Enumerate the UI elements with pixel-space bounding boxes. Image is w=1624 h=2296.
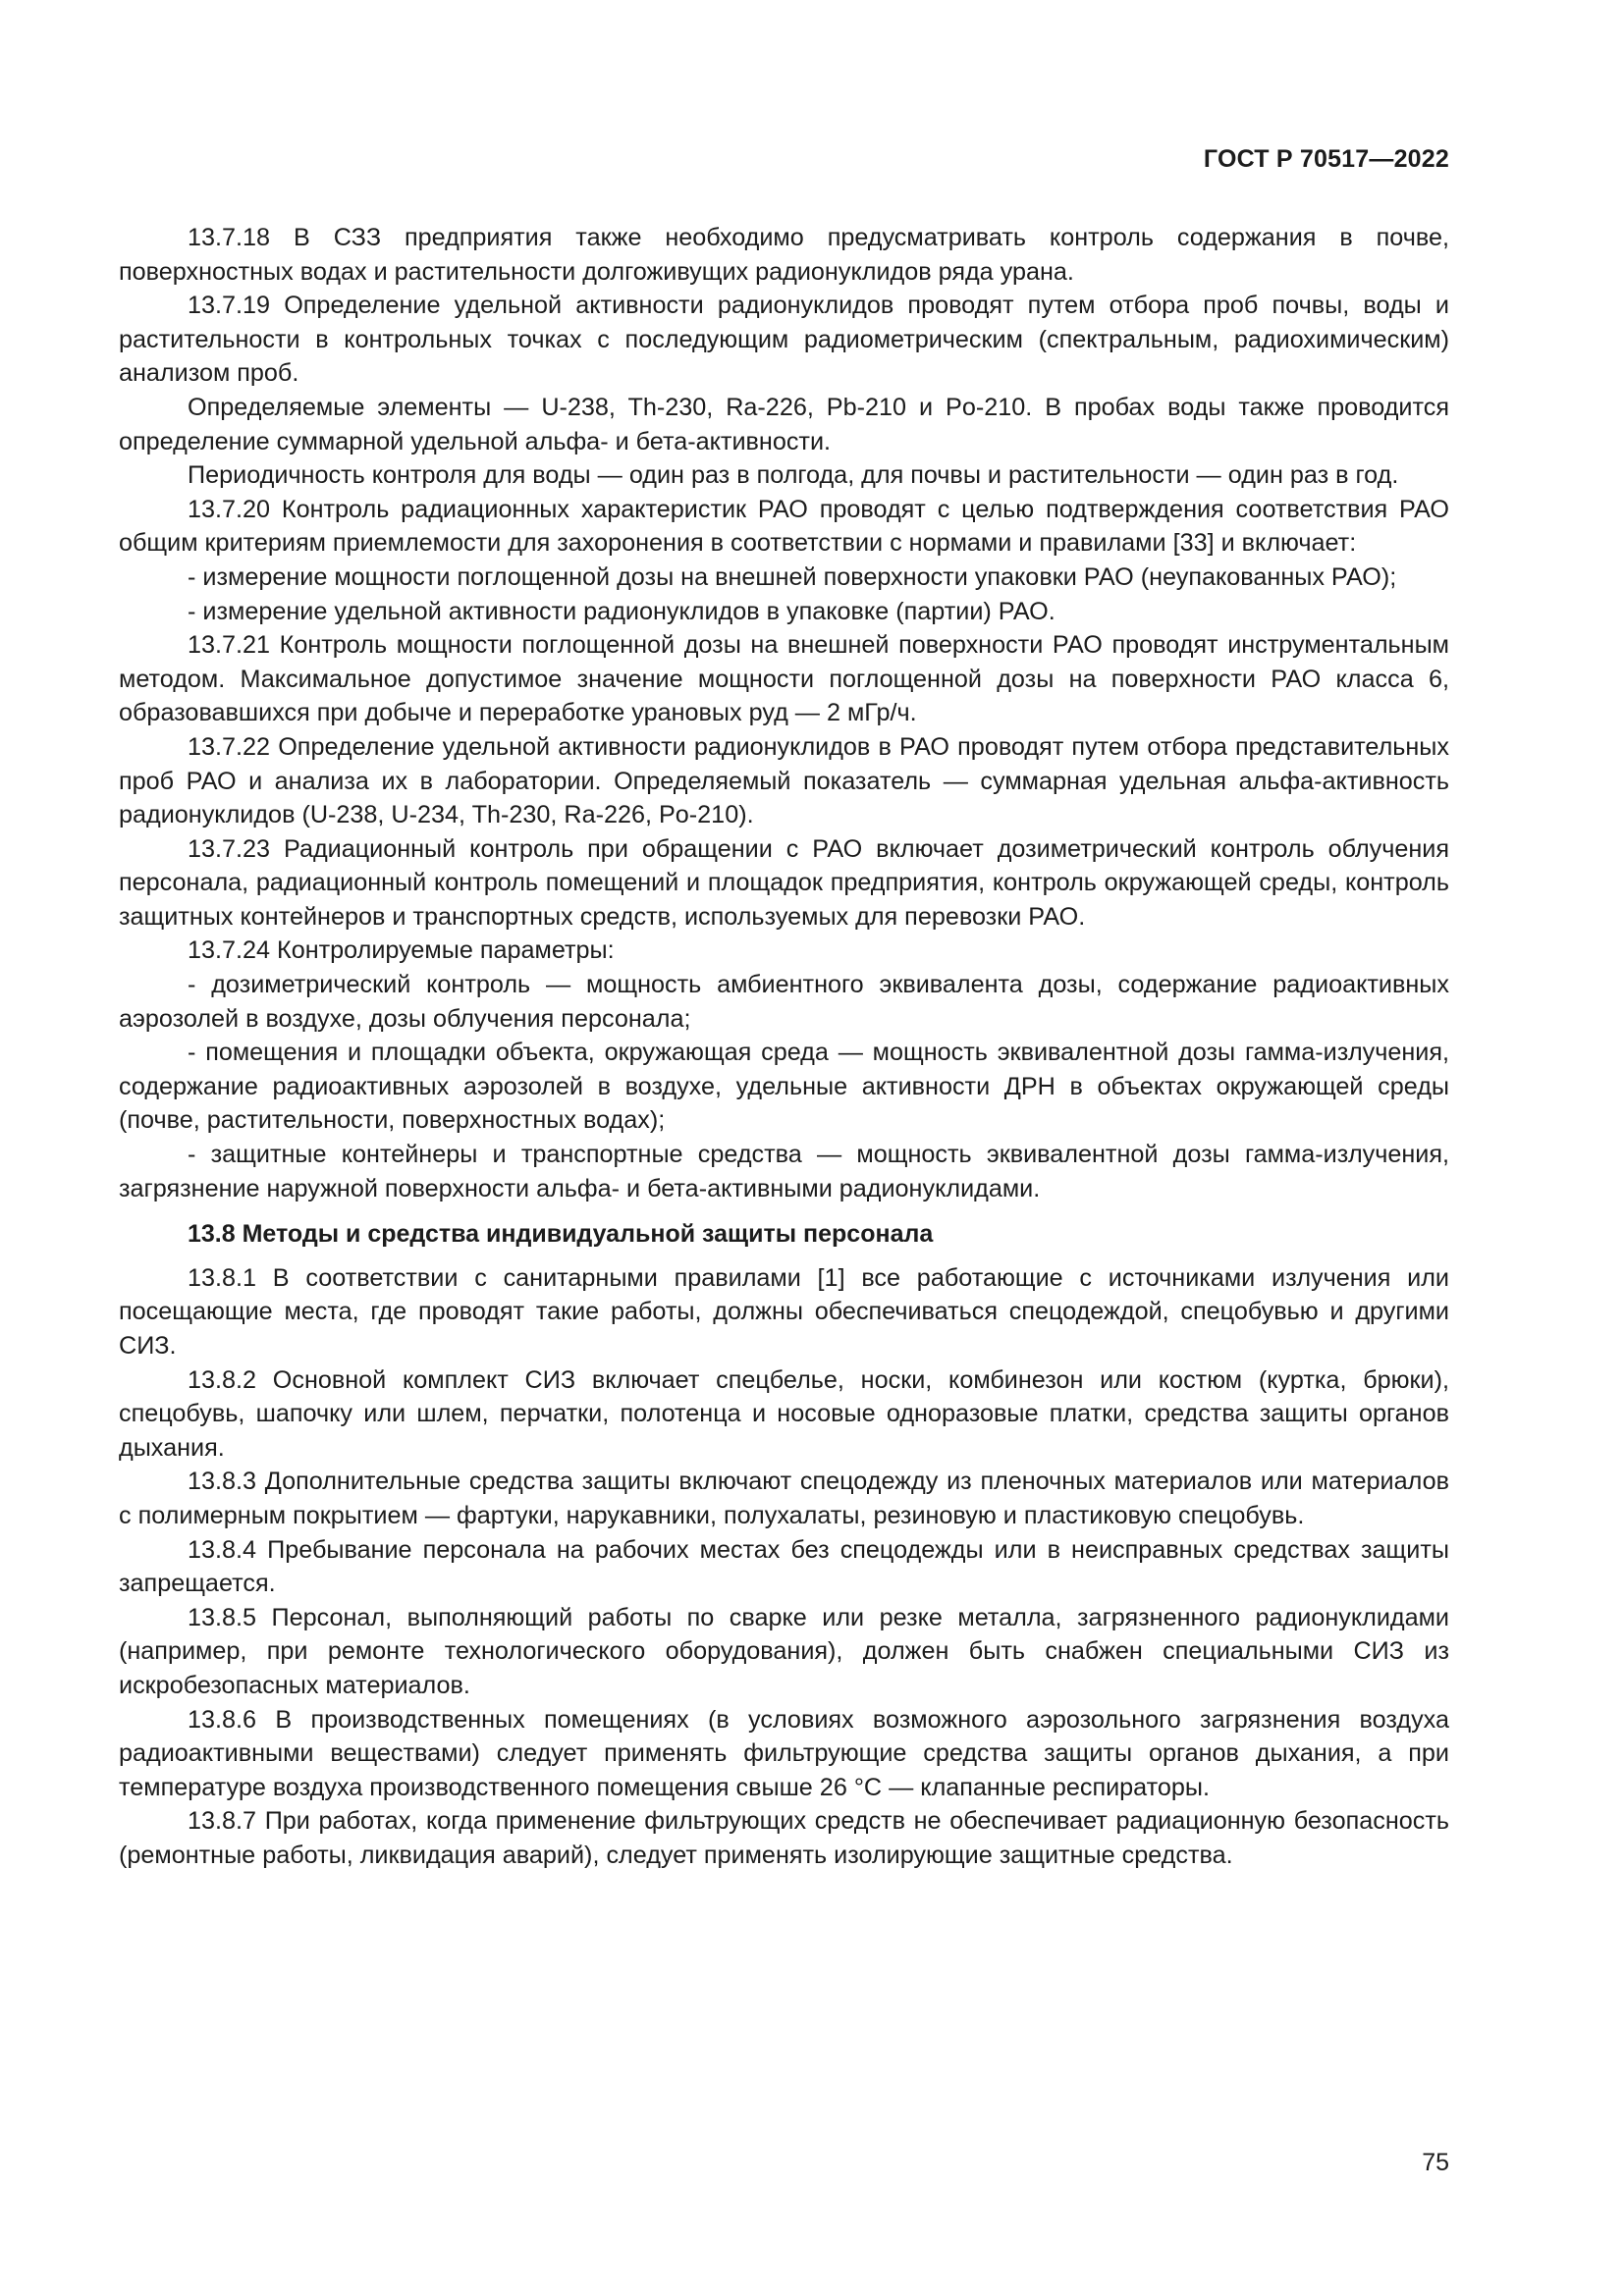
paragraph-13-7-19: 13.7.19 Определение удельной активности радионуклидов проводят путем отбора проб почвы, воды и растительности в контрольных точках с последующим радиометрическим (спектральным, радиохимическим) анализом проб.	[119, 292, 1449, 388]
paragraph-13-8-5: 13.8.5 Персонал, выполняющий работы по сварке или резке металла, загрязненного радионуклидами (например, при ремонте технологического оборудования), должен быть снабжен специальными СИЗ из искробезопасных материалов.	[119, 1603, 1449, 1699]
list-item-containers-transport: - защитные контейнеры и транспортные средства — мощность эквивалентной дозы гамма-излучения, загрязнение наружной поверхности альфа- и бета-активными радионуклидами.	[119, 1141, 1449, 1202]
list-item-premises-environment: - помещения и площадки объекта, окружающая среда — мощность эквивалентной дозы гамма-излучения, содержание радиоактивных аэрозолей в воздухе, удельные активности ДРН в объектах окружающей среды (почве, растительности, поверхностных водах);	[119, 1039, 1449, 1135]
list-item-dose-rate-measurement: - измерение мощности поглощенной дозы на внешней поверхности упаковки РАО (неупакованных РАО);	[188, 562, 1397, 591]
paragraph-13-8-3: 13.8.3 Дополнительные средства защиты включают спецодежду из пленочных материалов или материалов с полимерным покрытием — фартуки, нарукавники, полухалаты, резиновую и пластиковую спецобувь.	[119, 1468, 1449, 1529]
document-code-header: ГОСТ Р 70517—2022	[1203, 145, 1449, 173]
paragraph-13-8-6: 13.8.6 В производственных помещениях (в условиях возможного аэрозольного загрязнения воздуха радиоактивными веществами) следует применять фильтрующие средства защиты органов дыхания, а при температуре воздуха производственного помещения свыше 26 °С — клапанные респираторы.	[119, 1705, 1449, 1801]
paragraph-13-8-1: 13.8.1 В соответствии с санитарными правилами [1] все работающие с источниками излучения или посещающие места, где проводят такие работы, должны обеспечиваться спецодеждой, спецобувью и другими СИЗ.	[119, 1263, 1449, 1360]
paragraph-13-8-4: 13.8.4 Пребывание персонала на рабочих местах без спецодежды или в неисправных средствах защиты запрещается.	[119, 1535, 1449, 1598]
paragraph-control-periodicity: Периодичность контроля для воды — один раз в полгода, для почвы и растительности — один раз в год.	[188, 461, 1399, 490]
list-item-specific-activity-measurement: - измерение удельной активности радионуклидов в упаковке (партии) РАО.	[188, 597, 1056, 625]
page-number: 75	[1422, 2149, 1449, 2176]
paragraph-determined-elements: Определяемые элементы — U-238, Th-230, Ra-226, Pb-210 и Po-210. В пробах воды также проводится определение суммарной удельной альфа- и бета-активности.	[119, 393, 1449, 455]
paragraph-13-8-7: 13.8.7 При работах, когда применение фильтрующих средств не обеспечивает радиационную безопасность (ремонтные работы, ликвидация аварий), следует применять изолирующие защитные средства.	[119, 1807, 1449, 1869]
paragraph-13-7-20: 13.7.20 Контроль радиационных характеристик РАО проводят с целью подтверждения соответствия РАО общим критериям приемлемости для захоронения в соответствии с нормами и правилами [33] и включает:	[119, 495, 1449, 558]
paragraph-13-8-2: 13.8.2 Основной комплект СИЗ включает спецбелье, носки, комбинезон или костюм (куртка, брюки), спецобувь, шапочку или шлем, перчатки, полотенца и носовые одноразовые платки, средства защиты органов дыхания.	[119, 1365, 1449, 1462]
paragraph-13-7-23: 13.7.23 Радиационный контроль при обращении с РАО включает дозиметрический контроль облучения персонала, радиационный контроль помещений и площадок предприятия, контроль окружающей среды, контроль защитных контейнеров и транспортных средств, используемых для перевозки РАО.	[119, 834, 1449, 931]
paragraph-13-7-24: 13.7.24 Контролируемые параметры:	[188, 936, 615, 965]
paragraph-13-7-21: 13.7.21 Контроль мощности поглощенной дозы на внешней поверхности РАО проводят инструментальным методом. Максимальное допустимое значение мощности поглощенной дозы на поверхности РАО класса 6, образовавшихся при добыче и переработке урановых руд — 2 мГр/ч.	[119, 631, 1449, 727]
section-heading-13-8: 13.8 Методы и средства индивидуальной защиты персонала	[188, 1220, 934, 1249]
list-item-dosimetric-control: - дозиметрический контроль — мощность амбиентного эквивалента дозы, содержание радиоактивных аэрозолей в воздухе, дозы облучения персонала;	[119, 971, 1449, 1033]
paragraph-13-7-18: 13.7.18 В СЗЗ предприятия также необходимо предусматривать контроль содержания в почве, поверхностных водах и растительности долгоживущих радионуклидов ряда урана.	[119, 224, 1449, 286]
paragraph-13-7-22: 13.7.22 Определение удельной активности радионуклидов в РАО проводят путем отбора представительных проб РАО и анализа их в лаборатории. Определяемый показатель — суммарная удельная альфа-активность радионуклидов (U-238, U-234, Th-230, Ra-226, Po-210).	[119, 732, 1449, 829]
document-body	[119, 221, 1449, 1873]
